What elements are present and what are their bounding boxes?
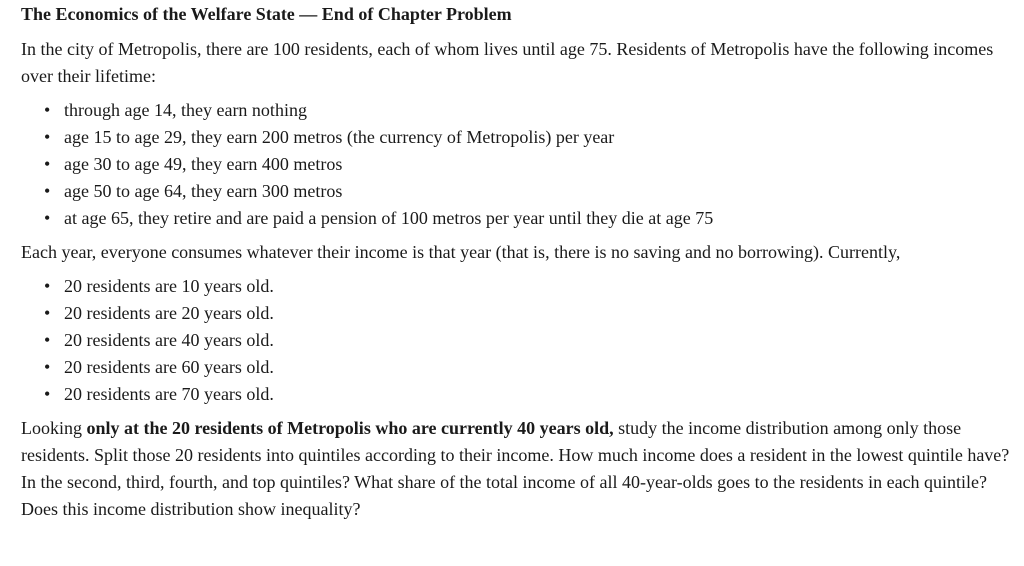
list-item — [44, 354, 1010, 381]
bullet-icon: • — [44, 154, 51, 174]
resident-item-text: 20 residents are 10 years old. — [64, 276, 274, 296]
page-title: The Economics of the Welfare State — End of Chapter Problem — [21, 4, 512, 24]
list-item — [44, 300, 1010, 327]
question-body: study the income distribution among only those residents. Split those 20 residents into quintiles according to their income. How much income does a resident in the lowest quintile have? In the second, third, fourth, and top quintiles? What share of the total income of all 40-year-olds goes to the residents in each quintile? Does this income distribution show inequality? — [21, 418, 1010, 519]
bullet-icon: • — [44, 127, 51, 147]
residents-list — [21, 273, 1010, 408]
bullet-icon: • — [44, 357, 51, 377]
list-item — [44, 151, 1010, 178]
question-emphasis: only at the 20 residents of Metropolis who are currently 40 years old, — [86, 418, 614, 438]
bullet-icon: • — [44, 384, 51, 404]
bullet-icon: • — [44, 208, 51, 228]
resident-item-text: 20 residents are 40 years old. — [64, 330, 274, 350]
bullet-icon: • — [44, 330, 51, 350]
list-item — [44, 205, 1010, 232]
intro-paragraph: In the city of Metropolis, there are 100 residents, each of whom lives until age 75. Residents of Metropolis have the following incomes over their lifetime: — [21, 39, 994, 86]
bullet-icon: • — [44, 181, 51, 201]
bullet-icon: • — [44, 276, 51, 296]
income-item-text: age 30 to age 49, they earn 400 metros — [64, 154, 343, 174]
bullet-icon: • — [44, 303, 51, 323]
list-item — [44, 178, 1010, 205]
consumption-paragraph: Each year, everyone consumes whatever their income is that year (that is, there is no saving and no borrowing). Currently, — [21, 242, 901, 262]
resident-item-text: 20 residents are 70 years old. — [64, 384, 274, 404]
list-item — [44, 124, 1010, 151]
income-item-text: at age 65, they retire and are paid a pension of 100 metros per year until they die at age 75 — [64, 208, 714, 228]
income-item-text: age 15 to age 29, they earn 200 metros (the currency of Metropolis) per year — [64, 127, 615, 147]
list-item — [44, 97, 1010, 124]
list-item — [44, 273, 1010, 300]
income-item-text: through age 14, they earn nothing — [64, 100, 307, 120]
list-item — [44, 327, 1010, 354]
income-item-text: age 50 to age 64, they earn 300 metros — [64, 181, 343, 201]
question-lead: Looking — [21, 418, 87, 438]
resident-item-text: 20 residents are 20 years old. — [64, 303, 274, 323]
income-list — [21, 97, 1010, 232]
bullet-icon: • — [44, 100, 51, 120]
resident-item-text: 20 residents are 60 years old. — [64, 357, 274, 377]
list-item — [44, 381, 1010, 408]
question-paragraph — [21, 415, 1010, 523]
